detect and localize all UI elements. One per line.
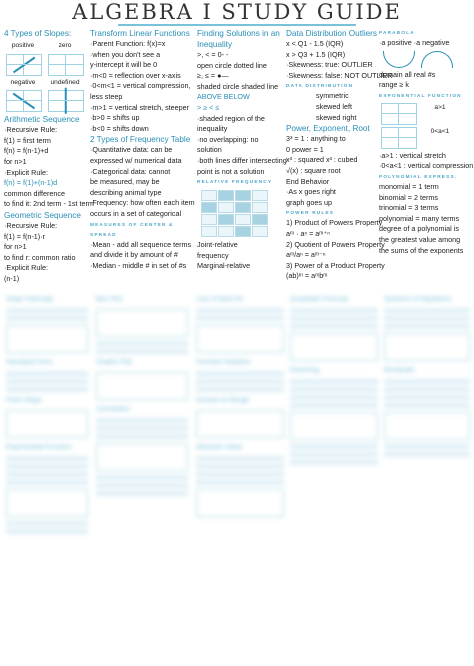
- geo-line: to find r: common ratio: [4, 252, 76, 262]
- blurred-column: [96, 294, 188, 499]
- prop-line: aᵐ/aⁿ = aᵐ⁻ⁿ: [286, 250, 326, 260]
- blurred-heading: Correlation: [96, 406, 131, 413]
- blurred-heading: Factoring: [290, 367, 320, 374]
- ineq-line: >, < = 0- -: [197, 50, 229, 59]
- inequality-column: [197, 28, 287, 272]
- blurred-line: [290, 460, 378, 465]
- blur-fade: [0, 287, 474, 293]
- prop-line: 1) Product of Powers Property: [286, 218, 383, 228]
- power-line: 0 power = 1: [286, 144, 324, 154]
- blurred-graph: [6, 410, 88, 438]
- blurred-heading: Slope Intercept: [6, 296, 54, 303]
- slope-label-zero: zero: [58, 42, 72, 49]
- blurred-graph: [290, 412, 378, 440]
- poly-line: the sums of the exponents: [379, 245, 464, 255]
- blurred-line: [384, 395, 470, 400]
- table-cell: [218, 226, 234, 237]
- blurred-line: [6, 316, 88, 321]
- blurred-line: [6, 464, 88, 469]
- blurred-line: [6, 456, 88, 461]
- table-cell: [235, 226, 251, 237]
- geometric-sequence-heading: Geometric Sequence: [4, 210, 81, 220]
- poly-line: the greatest value among: [379, 234, 461, 244]
- exponential-function-subheading: EXPONENTIAL FUNCTION: [379, 92, 462, 98]
- ineq-line: shaded circle shaded line: [197, 81, 279, 91]
- table-cell: [201, 226, 217, 237]
- parabola-subheading: PARABOLA: [379, 30, 415, 35]
- table-cell: [235, 214, 251, 225]
- outlier-line: ·Skewness: true: OUTLIER: [286, 60, 373, 70]
- blurred-heading: Quadratic Formula: [290, 296, 348, 303]
- geo-line: for n>1: [4, 242, 27, 252]
- power-line: End Behavior: [286, 176, 330, 186]
- blurred-line: [196, 371, 284, 376]
- slope-label-negative: negative: [10, 78, 36, 86]
- blurred-line: [6, 529, 88, 534]
- blurred-column: [196, 294, 284, 521]
- table-cell: [218, 190, 234, 201]
- undefined-slope-graph-icon: [48, 90, 84, 112]
- page-title: ALGEBRA I STUDY GUIDE: [72, 0, 402, 24]
- blurred-line: [384, 403, 470, 408]
- inequality-heading: Finding Solutions in an Inequality: [197, 29, 280, 49]
- freq-line: occurs in a set of categorical: [90, 208, 182, 218]
- poly-line: degree of a polynomial is: [379, 224, 459, 234]
- blurred-graph: [196, 325, 284, 353]
- blurred-line: [196, 308, 284, 313]
- distribution-outliers-heading: Data Distribution Outliers: [286, 29, 378, 38]
- power-exponent-root-heading: Power, Exponent, Root: [286, 124, 370, 134]
- blurred-graph: [6, 325, 88, 353]
- exp-line: ·a>1 : vertical stretch: [379, 150, 446, 160]
- ineq-line: ·shaded region of the: [197, 113, 265, 123]
- table-cell: [235, 202, 251, 213]
- blurred-line: [290, 379, 378, 384]
- blurred-line: [290, 395, 378, 400]
- parabola-line: range ≥ k: [379, 80, 409, 90]
- parabola-column: [379, 28, 472, 256]
- power-line: √(x) : square root: [286, 165, 341, 175]
- exp-label: a>1: [434, 103, 446, 111]
- table-cell: [201, 214, 217, 225]
- freq-line: describing animal type: [90, 187, 162, 197]
- blurred-column: [6, 294, 88, 537]
- blurred-heading: Absolute Value: [196, 444, 243, 451]
- exponential-graphs-grid: [381, 103, 472, 149]
- blurred-heading: Residuals: [384, 367, 415, 374]
- transform-line: ·m<0 = reflection over x-axis: [90, 70, 181, 80]
- dist-label: skewed right: [316, 112, 357, 122]
- arith-line: to find it: 2nd term - 1st term: [4, 199, 94, 209]
- arith-line: f(1) = first term: [4, 135, 51, 145]
- blurred-line: [196, 464, 284, 469]
- spread-line: ·Median - middle # in set of #s: [90, 260, 187, 270]
- power-rules-subheading: POWER RULES: [286, 210, 335, 216]
- arith-line: ·Recursive Rule:: [4, 125, 58, 135]
- poly-line: monomial = 1 term: [379, 181, 439, 191]
- upward-parabola-icon: [383, 51, 415, 68]
- blurred-preview-region: [0, 290, 474, 666]
- transform-line: less steep: [90, 91, 123, 101]
- frequency-table-heading: 2 Types of Frequency Table: [90, 135, 191, 145]
- slope-label-positive: positive: [11, 42, 35, 49]
- blurred-heading: Exponential Function: [6, 444, 72, 451]
- blurred-graph: [196, 410, 284, 438]
- blurred-graph: [96, 443, 188, 471]
- geo-line: (n-1): [4, 273, 20, 283]
- blurred-line: [384, 316, 470, 321]
- blurred-column: [384, 294, 470, 460]
- blurred-line: [196, 379, 284, 384]
- relfreq-line: Marginal-relative: [197, 261, 251, 271]
- relfreq-line: Joint-relative: [197, 240, 238, 250]
- blurred-line: [290, 403, 378, 408]
- ineq-line: > ≥ < ≤: [197, 102, 220, 112]
- dist-label: skewed left: [316, 101, 352, 111]
- zero-slope-graph-icon: [48, 54, 84, 76]
- freq-line: ·Frequency: how often each item: [90, 198, 195, 208]
- blurred-line: [196, 472, 284, 477]
- blurred-heading: Scatter Plot: [96, 359, 133, 366]
- transform-linear-heading: Transform Linear Functions: [90, 29, 190, 38]
- blurred-line: [6, 480, 88, 485]
- transform-line: ·b>0 = shifts up: [90, 113, 140, 123]
- center-spread-subheading: MEASURES OF CENTER &: [90, 221, 174, 227]
- transform-line: ·Parent Function: f(x)=x: [90, 39, 166, 48]
- blurred-heading: Box Plot: [96, 296, 123, 303]
- slopes-and-sequences-column: [4, 28, 94, 285]
- geo-line: ·Recursive Rule:: [4, 220, 58, 230]
- blurred-line: [96, 418, 188, 423]
- negative-slope-graph-icon: [6, 90, 42, 112]
- arith-line: f(n) = f(n-1)+d: [4, 146, 49, 156]
- power-line: x³ : squared x³ : cubed: [286, 155, 358, 165]
- exp-label: 0<a<1: [430, 127, 450, 135]
- ineq-line: ·no overlapping: no: [197, 134, 259, 144]
- blurred-graph: [290, 333, 378, 361]
- blurred-heading: Line of Best Fit: [196, 296, 243, 303]
- table-cell: [218, 202, 234, 213]
- blurred-line: [196, 480, 284, 485]
- blurred-graph: [196, 489, 284, 517]
- blurred-graph: [384, 412, 470, 440]
- blurred-graph: [384, 333, 470, 361]
- blurred-graph: [6, 489, 88, 517]
- blurred-line: [290, 308, 378, 313]
- ineq-line: solution: [197, 145, 222, 155]
- blurred-line: [290, 452, 378, 457]
- power-line: ·As x goes right: [286, 187, 336, 197]
- parabola-line: ·a positive ·a negative: [379, 38, 450, 47]
- linear-functions-column: [90, 28, 194, 271]
- table-cell: [235, 190, 251, 201]
- parabola-graphs: [383, 51, 472, 68]
- table-cell: [252, 190, 268, 201]
- prop-line: 2) Quotient of Powers Property: [286, 239, 385, 249]
- blurred-line: [196, 387, 284, 392]
- poly-line: trinomial = 3 terms: [379, 203, 439, 213]
- spread-line: ·Mean - add all sequence terms: [90, 239, 192, 249]
- blurred-line: [290, 387, 378, 392]
- transform-line: ·m>1 = vertical stretch, steeper: [90, 102, 190, 112]
- positive-slope-graph-icon: [6, 54, 42, 76]
- spread-subheading: SPREAD: [90, 231, 117, 237]
- table-cell: [252, 202, 268, 213]
- transform-line: ·b<0 = shifts down: [90, 123, 149, 133]
- slope-label-undefined: undefined: [50, 78, 80, 86]
- arith-line: ·Explicit Rule:: [4, 167, 48, 177]
- table-cell: [252, 226, 268, 237]
- blurred-line: [96, 491, 188, 496]
- freq-line: ·Categorical data: cannot: [90, 166, 171, 176]
- ineq-line: ·both lines differ intersecting: [197, 155, 287, 165]
- freq-line: expressed w/ numerical data: [90, 155, 182, 165]
- blurred-line: [384, 324, 470, 329]
- blurred-heading: Systems of Equations: [384, 296, 452, 303]
- blurred-line: [96, 349, 188, 354]
- blurred-line: [96, 475, 188, 480]
- parabola-line: domain all real #s: [379, 69, 436, 79]
- blurred-line: [6, 472, 88, 477]
- blurred-line: [96, 341, 188, 346]
- polynomial-subheading: POLYNOMIAL EXPRESS.: [379, 173, 458, 179]
- geo-line: f(1) = f(n-1)·r: [4, 231, 45, 241]
- dist-label: symmetric: [316, 91, 349, 101]
- blurred-line: [384, 444, 470, 449]
- blurred-line: [384, 452, 470, 457]
- prop-line: aᵐ · aⁿ = aᵐ⁺ⁿ: [286, 228, 330, 238]
- geo-line: ·Explicit Rule:: [4, 263, 48, 273]
- poly-line: polynomial = many terms: [379, 213, 460, 223]
- poly-line: binomial = 2 terms: [379, 192, 438, 202]
- slopes-heading: 4 Types of Slopes:: [4, 29, 72, 38]
- ineq-line: inequality: [197, 124, 228, 134]
- blurred-line: [384, 379, 470, 384]
- data-distribution-column: [286, 28, 393, 282]
- prop-line: 3) Power of a Product Property: [286, 260, 385, 270]
- blurred-line: [6, 521, 88, 526]
- blurred-heading: Standard Form: [6, 359, 53, 366]
- blurred-line: [196, 316, 284, 321]
- blurred-line: [290, 324, 378, 329]
- blurred-line: [290, 444, 378, 449]
- blurred-graph: [96, 372, 188, 400]
- transform-line: ·0<m<1 = vertical compression,: [90, 81, 191, 91]
- blurred-content: [0, 290, 474, 666]
- blurred-line: [6, 371, 88, 376]
- freq-line: be measured, may be: [90, 177, 160, 187]
- relative-frequency-table: [201, 190, 284, 237]
- power-line: 3³ = 1 : anything to: [286, 134, 346, 144]
- ineq-line: open circle dotted line: [197, 60, 267, 70]
- blurred-line: [384, 308, 470, 313]
- title-underline: [118, 24, 356, 26]
- relative-frequency-subheading: RELATIVE FREQUENCY: [197, 179, 273, 185]
- slope-types-grid: [6, 41, 86, 112]
- arithmetic-sequence-heading: Arithmetic Sequence: [4, 115, 80, 125]
- blurred-line: [196, 456, 284, 461]
- downward-parabola-icon: [421, 51, 453, 68]
- blurred-line: [384, 387, 470, 392]
- blurred-line: [6, 387, 88, 392]
- blurred-heading: Point Slope: [6, 397, 42, 404]
- arith-line: common difference: [4, 188, 65, 198]
- freq-line: ·Quantitative data: can be: [90, 145, 173, 155]
- blurred-heading: Function Notation: [196, 359, 251, 366]
- relfreq-line: frequency: [197, 250, 229, 260]
- arith-line: f(n) = f(1)+(n-1)d: [4, 178, 58, 188]
- blurred-line: [96, 426, 188, 431]
- outlier-line: ·Skewness: false: NOT OUTLIER: [286, 70, 393, 80]
- table-cell: [201, 190, 217, 201]
- exp-line: ·0<a<1 : vertical compression: [379, 161, 474, 171]
- data-distribution-subheading: DATA DISTRIBUTION: [286, 83, 354, 89]
- blurred-graph: [96, 309, 188, 337]
- table-cell: [218, 214, 234, 225]
- arith-line: for n>1: [4, 156, 27, 166]
- spread-line: and divide it by amount of #: [90, 250, 178, 260]
- table-cell: [201, 202, 217, 213]
- transform-line: ·when you don't see a: [90, 49, 161, 59]
- outlier-line: x < Q1 - 1.5 (IQR): [286, 39, 344, 48]
- blurred-line: [96, 434, 188, 439]
- blurred-line: [96, 483, 188, 488]
- prop-line: (ab)ᵐ = aᵐbᵐ: [286, 271, 328, 281]
- blurred-column: [290, 294, 378, 468]
- exp-graph-icon: [381, 103, 417, 125]
- transform-line: y-intercept it will be 0: [90, 60, 158, 70]
- blurred-line: [290, 316, 378, 321]
- blurred-heading: Domain & Range: [196, 397, 250, 404]
- ineq-line: ≥, ≤ = ●—: [197, 71, 229, 81]
- blurred-line: [6, 379, 88, 384]
- ineq-line: ABOVE BELOW: [197, 92, 250, 102]
- blurred-line: [6, 308, 88, 313]
- exp-graph-icon: [381, 127, 417, 149]
- ineq-line: point is not a solution: [197, 166, 265, 176]
- table-cell: [252, 214, 268, 225]
- outlier-line: x > Q3 + 1.5 (IQR): [286, 49, 346, 59]
- power-line: graph goes up: [286, 197, 332, 207]
